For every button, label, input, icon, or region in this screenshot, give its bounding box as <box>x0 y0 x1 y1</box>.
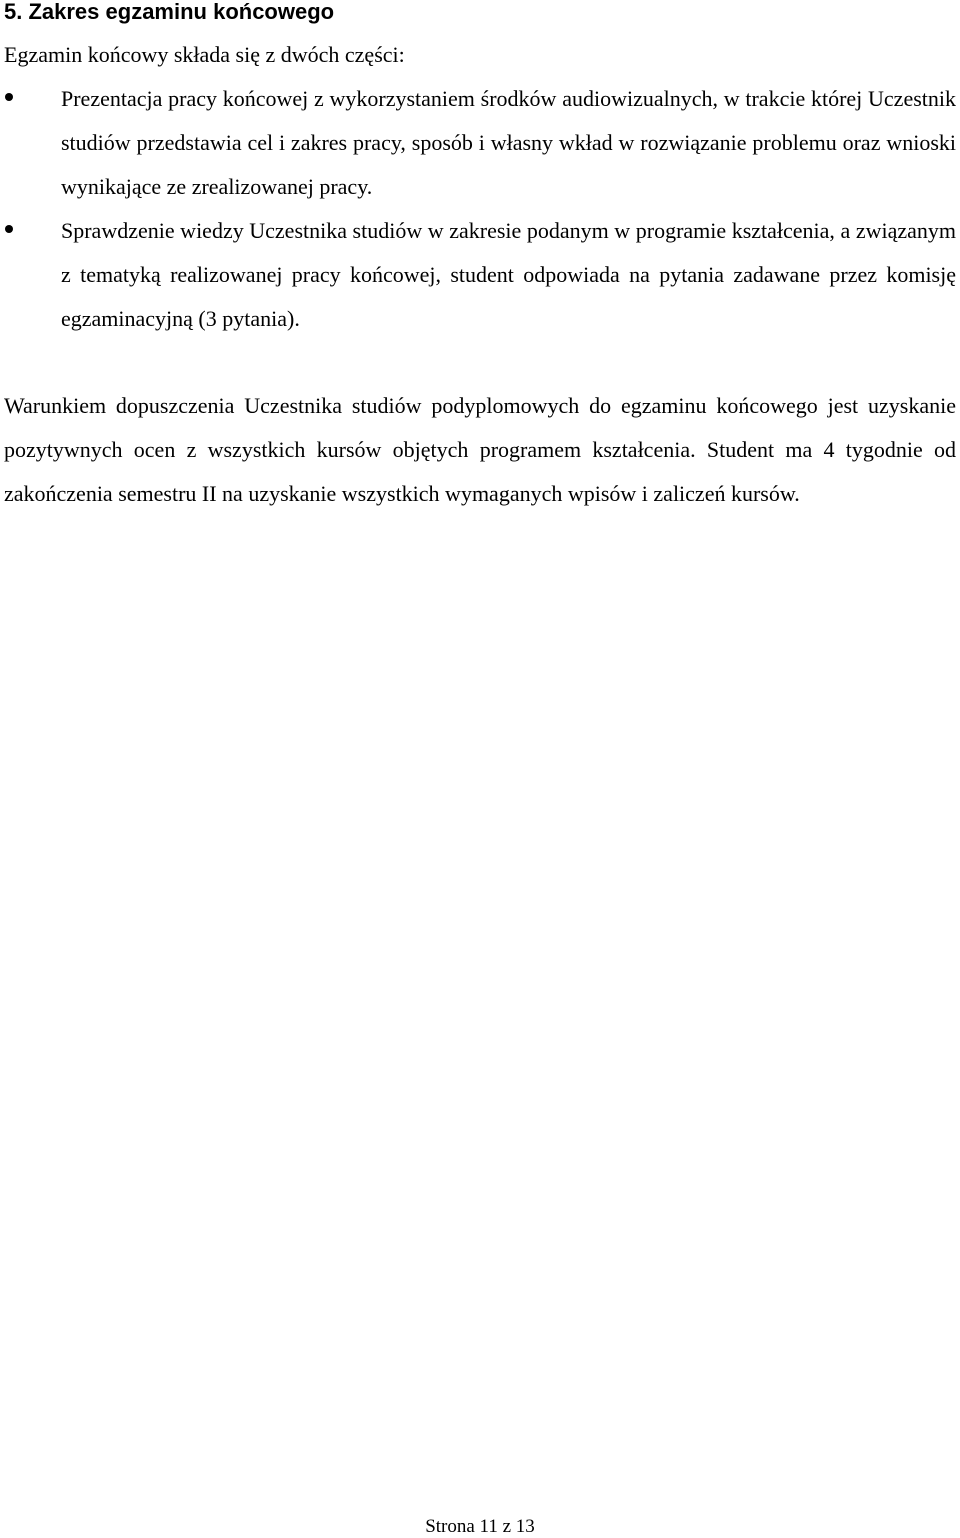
list-item <box>0 209 956 341</box>
page-number: Strona 11 z 13 <box>425 1516 535 1537</box>
bullet-icon <box>5 225 13 233</box>
section-heading: 5. Zakres egzaminu końcowego <box>4 0 335 24</box>
bullet-icon <box>5 93 13 101</box>
list-item-text: Sprawdzenie wiedzy Uczestnika studiów w zakresie podanym w programie kształcenia, a związanym z tematyką realizowanej pracy końcowej, student odpowiada na pytania zadawane przez komisję egzaminacyjną (3 pytania). <box>61 218 956 331</box>
list-item-text: Prezentacja pracy końcowej z wykorzystaniem środków audiowizualnych, w trakcie której Uczestnik studiów przedstawia cel i zakres pracy, sposób i własny wkład w rozwiązanie problemu oraz wnioski wynikające ze zrealizowanej pracy. <box>61 86 956 199</box>
section-intro: Egzamin końcowy składa się z dwóch części: <box>4 42 405 67</box>
list-item <box>0 77 956 209</box>
exam-parts-list <box>0 77 956 341</box>
admission-paragraph: Warunkiem dopuszczenia Uczestnika studiów podyplomowych do egzaminu końcowego jest uzyskanie pozytywnych ocen z wszystkich kursów objętych programem kształcenia. Student ma 4 tygodnie od zakończenia semestru II na uzyskanie wszystkich wymaganych wpisów i zaliczeń kursów. <box>4 393 956 506</box>
